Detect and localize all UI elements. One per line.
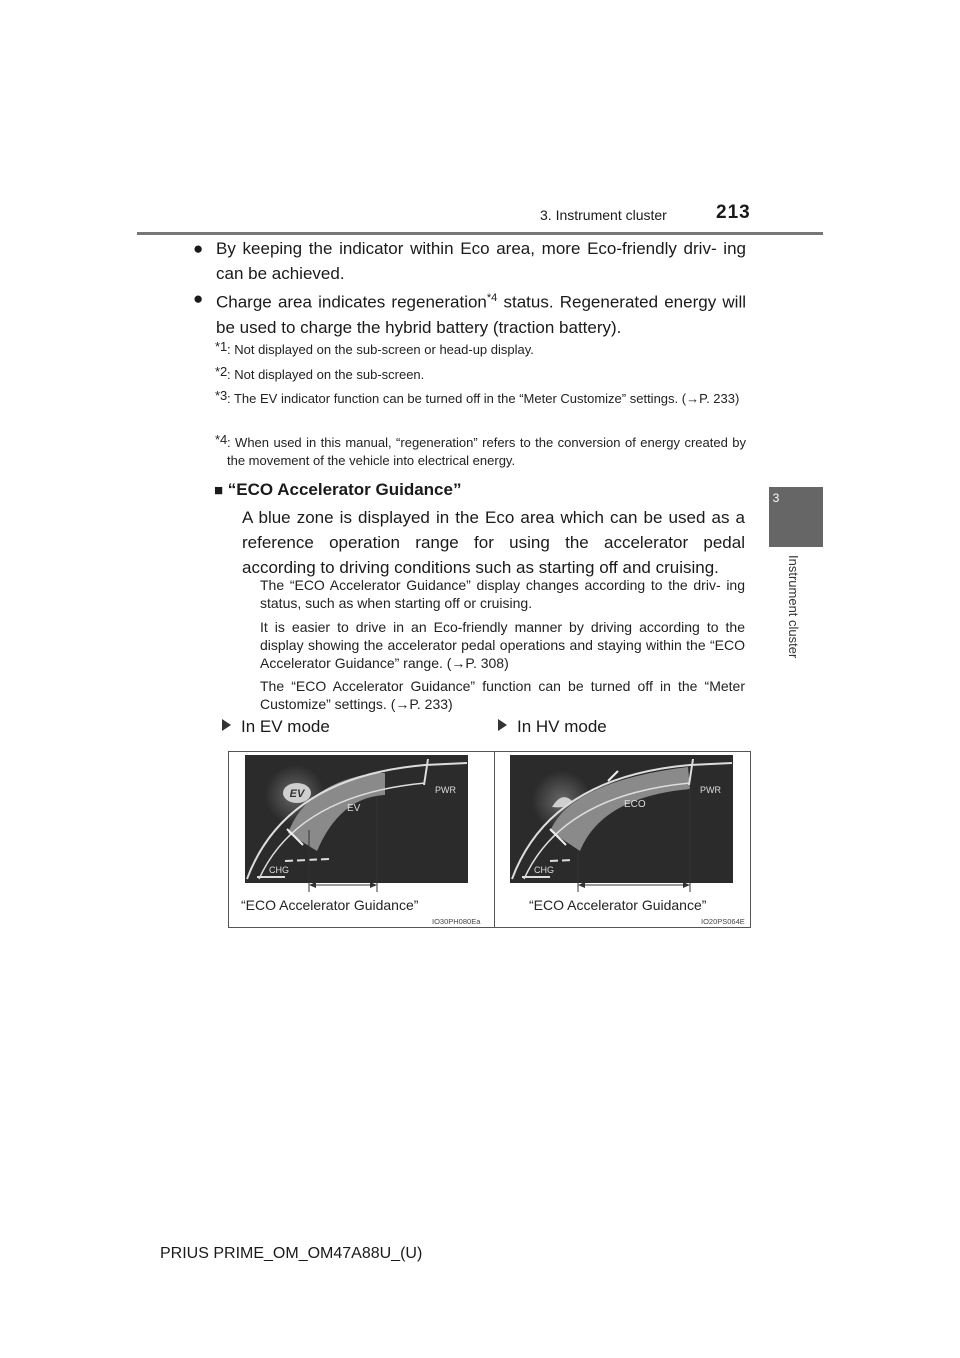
page-number: 213 [716, 202, 751, 223]
figure-code-hv: IO20PS064E [701, 917, 745, 926]
zone-label-ev: EV [347, 803, 361, 814]
chapter-tab-number: 3 [772, 491, 780, 505]
mode-label-text: In HV mode [517, 717, 607, 736]
figure-box [228, 751, 751, 928]
section-note: It is easier to drive in an Eco-friendly manner by driving according to the display showing the accelerator pedal operations and staying within the “ECO Accelerator Guidance” range. (→P. 308) [260, 619, 745, 671]
figure-code-ev: IO30PH080Ea [432, 917, 481, 926]
footnote-mark [215, 363, 227, 381]
footnote-text: : When used in this manual, “regeneration” refers to the conversion of energy created by the movement of the vehicle into electrical energy. [227, 435, 746, 468]
header-rule [137, 232, 823, 235]
guidance-bracket-ev [245, 752, 468, 897]
footnote-mark-text: *1 [215, 339, 228, 354]
footnote-mark [215, 431, 227, 449]
mode-label-text: In EV mode [241, 717, 330, 736]
footnote-text: : The EV indicator function can be turned off in the “Meter Customize” settings. (→P. 233) [227, 391, 740, 406]
bullet-text: status. Regenerated energy will be used to charge the hybrid battery (traction battery). [216, 292, 746, 337]
document-id: PRIUS PRIME_OM_OM47A88U_(U) [160, 1245, 423, 1262]
bullet-item [193, 236, 746, 286]
footnote-text: : Not displayed on the sub-screen. [227, 367, 425, 382]
section-note: The “ECO Accelerator Guidance” display changes according to the driv- ing status, such as when starting off or cruising. [260, 577, 745, 611]
footnote-text: : Not displayed on the sub-screen or head-up display. [227, 342, 534, 357]
charge-label: CHG [269, 865, 289, 875]
triangle-bullet-icon [498, 719, 507, 731]
mode-label-hv [498, 717, 607, 737]
footnote-mark [215, 338, 227, 356]
ev-badge-text: EV [289, 788, 305, 800]
zone-label-hv: ECO [624, 799, 646, 810]
section-note: The “ECO Accelerator Guidance” function can be turned off in the “Meter Customize” settings. (→P. 233) [260, 678, 745, 712]
footnote-mark-text: *3 [215, 388, 228, 403]
footnote [215, 388, 746, 408]
mode-label-ev [222, 717, 330, 737]
charge-label: CHG [534, 865, 554, 875]
footnote [215, 364, 746, 384]
triangle-bullet-icon [222, 719, 231, 731]
guidance-bracket-hv [510, 752, 733, 897]
footnote [215, 432, 746, 470]
section-heading-text: “ECO Accelerator Guidance” [227, 480, 462, 499]
bullet-dot-icon: ● [193, 239, 204, 258]
square-bullet-icon: ■ [214, 482, 224, 499]
footnote-mark-text: *2 [215, 364, 228, 379]
figure-divider [494, 752, 495, 927]
figure-caption-ev: “ECO Accelerator Guidance” [241, 897, 419, 913]
footnote [215, 339, 746, 359]
section-body: A blue zone is displayed in the Eco area which can be used as a reference operation range for using the accelerator pedal according to driving conditions such as starting off and cruising. [242, 508, 745, 577]
section-title: 3. Instrument cluster [540, 207, 667, 223]
bullet-item [193, 286, 746, 340]
footnote-mark [215, 387, 227, 405]
footnote-ref: *4 [486, 292, 498, 304]
bullet-text: By keeping the indicator within Eco area, more Eco-friendly driv- ing can be achieved. [216, 239, 746, 283]
power-label: PWR [700, 785, 721, 795]
chapter-tab-label: Instrument cluster [786, 555, 801, 659]
footnote-mark-text: *4 [215, 432, 228, 447]
section-heading [214, 480, 461, 500]
bullet-dot-icon: ● [193, 289, 204, 308]
figure-caption-hv: “ECO Accelerator Guidance” [529, 897, 707, 913]
power-label: PWR [435, 785, 456, 795]
bullet-text: Charge area indicates regeneration [216, 292, 487, 312]
